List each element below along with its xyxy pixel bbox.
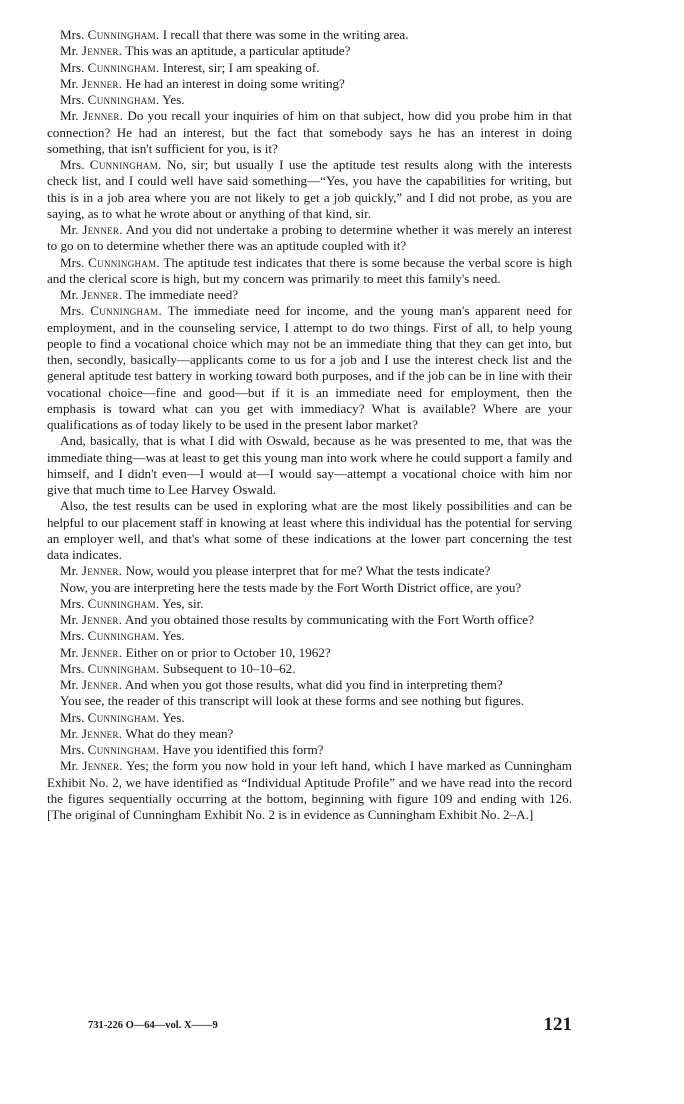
paragraph-text: Yes. [162,628,185,644]
speaker-title: Mr. [60,563,79,579]
speaker-title: Mr. [60,758,79,774]
speaker-title: Mrs. [60,92,85,107]
speaker-title: Mr. [60,677,79,692]
paragraph-text: Either on or prior to October 10, 1962? [125,644,331,660]
speaker-name: Jenner. [82,758,123,774]
paragraph-text: No, sir; but usually I use the aptitude test results along with the interests check list, and I could well have said something—“Yes, you have the capabilities for writing, but this is in a job area where you are not likely to get a job quickly,” and I did not probe, as you are saying, as to what he wrote about or anything of that kind, sir. [47,157,573,221]
speaker-name: Jenner. [81,43,123,59]
paragraph-text: The aptitude test indicates that there is some because the verbal score is high and the clerical score is high, but my concern was primarily to meet this family's need. [47,254,572,286]
speaker-title: Mrs. [60,59,85,75]
speaker-name: Jenner. [81,644,123,660]
paragraph-text: And you did not undertake a probing to determine whether it was merely an interest to go on to determine whether there was an aptitude coupled with it? [47,222,572,254]
paragraph-text: Yes. [162,709,185,725]
speaker-name: Cunningham. [87,59,160,75]
paragraph-text: Do you recall your inquiries of him on that subject, how did you probe him in that connection? He had an interest, but the fact that somebody says he has an interest in doing something, that isn't sufficient for you, is it? [47,108,573,156]
testimony-paragraph [47,710,572,726]
paragraph-text: I recall that there was some in the writing area. [162,27,409,42]
paragraph-text: Yes. [162,92,185,107]
paragraph-text: Yes, sir. [162,595,204,611]
page-number: 121 [543,1014,572,1035]
paragraph-text: Subsequent to 10–10–62. [162,660,296,676]
speaker-name: Cunningham. [87,92,160,107]
speaker-name: Jenner. [81,287,123,302]
testimony-paragraph [47,92,572,108]
speaker-title: Mrs. [60,254,85,270]
testimony-paragraph [47,726,572,742]
speaker-title: Mrs. [60,709,85,725]
testimony-paragraph [47,27,572,43]
testimony-paragraph [47,157,572,222]
speaker-title: Mr. [60,108,79,124]
paragraph-text: And you obtained those results by communicating with the Fort Worth office? [124,612,534,627]
speaker-name: Jenner. [81,75,123,91]
paragraph-text: The immediate need for income, and the young man's apparent need for employment, and in the counseling service, I attempt to do two things. First of all, to help young people to find a vocational choice which may not be an immediate thing that they can get into, but then, secondly, basically—applicants come to us for a job and I use the interest check list and the general aptitude test battery in working toward both purposes, and if the job can be in line with their vocational choice—fine and good—but if it is an immediate need for employment, then the emphasis is toward what can you get with immediacy? What is available? Where are your qualifications as of today likely to be used in the present labor market? [47,303,572,432]
paragraph-text: And, basically, that is what I did with Oswald, because as he was presented to me, that was the immediate thing—was at least to get this young man into work where he could support a family and himself, and I didn't even—I would at—I would say—attempt a vocational choice with him nor give that much time to Lee Harvey Oswald. [47,433,572,497]
speaker-title: Mrs. [60,303,85,319]
paragraph-text: And when you got those results, what did you find in interpreting them? [124,677,503,692]
paragraph-text: Yes; the form you now hold in your left hand, which I have marked as Cunningham Exhibit No. 2, we have identified as “Individual Aptitude Profile” and we have read into the record the figures sequentially occurring at the bottom, beginning with figure 109 and ending with 126. [The original of Cunningham Exhibit No. 2 is in evidence as Cunningham Exhibit No. 2–A.] [47,758,572,822]
paragraph-text: Interest, sir; I am speaking of. [162,59,320,75]
speaker-title: Mrs. [60,157,85,172]
testimony-paragraph [47,612,572,628]
speaker-title: Mrs. [60,27,85,42]
testimony-paragraph [47,661,572,677]
speaker-name: Jenner. [81,612,123,627]
testimony-paragraph [47,498,572,563]
speaker-name: Cunningham. [87,27,160,42]
testimony-paragraph [47,303,572,433]
speaker-title: Mr. [60,222,79,237]
speaker-title: Mr. [60,644,79,660]
speaker-title: Mrs. [60,660,85,676]
speaker-name: Cunningham. [87,742,160,757]
speaker-name: Cunningham. [90,303,163,319]
paragraph-text: Now, you are interpreting here the tests made by the Fort Worth District office, are you? [60,579,522,595]
speaker-title: Mr. [60,287,79,302]
speaker-title: Mr. [60,75,79,91]
testimony-paragraph [47,596,572,612]
testimony-paragraph [47,76,572,92]
paragraph-text: He had an interest in doing some writing? [125,75,345,91]
testimony-paragraph [47,580,572,596]
testimony-paragraph [47,645,572,661]
paragraph-text: This was an aptitude, a particular aptitude? [125,43,351,59]
speaker-title: Mrs. [60,595,85,611]
testimony-paragraph [47,563,572,579]
speaker-name: Cunningham. [87,660,160,676]
testimony-paragraph [47,222,572,255]
paragraph-text: The immediate need? [125,287,239,302]
speaker-title: Mr. [60,43,79,59]
speaker-name: Jenner. [82,108,124,124]
speaker-name: Cunningham. [88,254,160,270]
paragraph-text: Also, the test results can be used in exploring what are the most likely possibilities and can be helpful to our placement staff in knowing at least where this individual has the potential for serving an employer well, and that's what some of these indications at the lower part concerning the test data indicates. [47,498,572,562]
testimony-paragraph [47,742,572,758]
print-code: 731-226 O—64—vol. X——9 [88,1020,218,1031]
speaker-name: Cunningham. [89,157,162,172]
speaker-name: Cunningham. [87,628,160,644]
paragraph-text: What do they mean? [125,725,234,741]
speaker-name: Jenner. [82,222,123,237]
paragraph-text: You see, the reader of this transcript will look at these forms and see nothing but figures. [60,693,525,709]
paragraph-text: Now, would you please interpret that for me? What the tests indicate? [125,563,491,579]
speaker-title: Mr. [60,725,79,741]
transcript-body [47,27,572,823]
page-footer [88,1014,572,1038]
speaker-name: Jenner. [81,563,123,579]
speaker-name: Jenner. [81,725,123,741]
testimony-paragraph [47,255,572,288]
testimony-paragraph [47,693,572,709]
testimony-paragraph [47,108,572,157]
testimony-paragraph [47,60,572,76]
speaker-name: Cunningham. [87,709,160,725]
testimony-paragraph [47,628,572,644]
testimony-paragraph [47,43,572,59]
testimony-paragraph [47,677,572,693]
testimony-paragraph [47,287,572,303]
speaker-title: Mrs. [60,742,85,757]
speaker-name: Jenner. [81,677,123,692]
testimony-paragraph [47,433,572,498]
testimony-paragraph [47,758,572,823]
speaker-name: Cunningham. [87,595,160,611]
paragraph-text: Have you identified this form? [162,742,324,757]
speaker-title: Mr. [60,612,79,627]
speaker-title: Mrs. [60,628,85,644]
